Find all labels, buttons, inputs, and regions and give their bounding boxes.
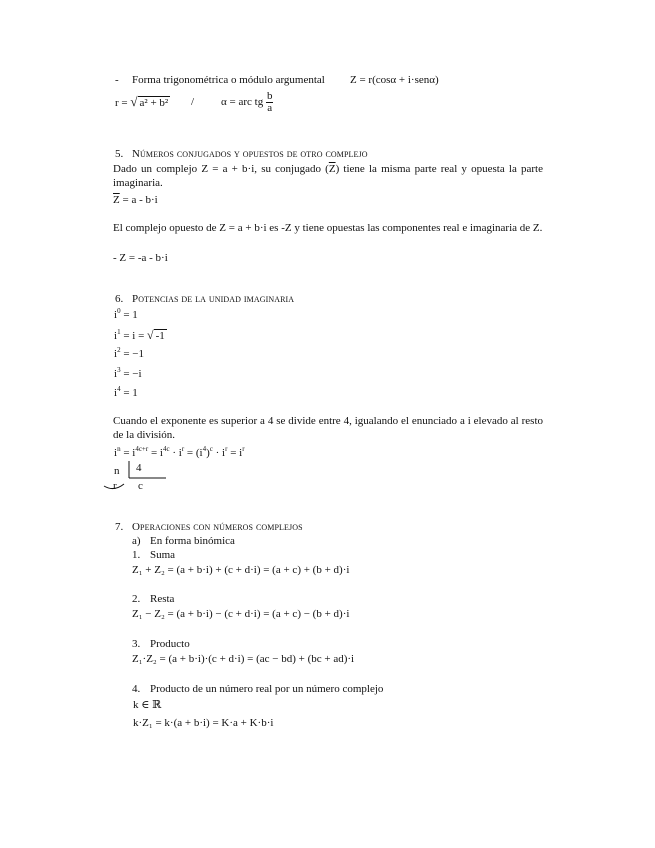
argument-formula [221, 91, 273, 114]
trig-form-formula: Z = r(cosα + i·senα) [350, 74, 439, 86]
section-5-number: 5. [115, 148, 124, 160]
power-4: $i^4 = 1$ [114, 385, 138, 399]
argument-label: α = arc tg [221, 96, 264, 109]
subsection-a-title: En forma binómica [150, 535, 235, 547]
section-5-paragraph-2: El complejo opuesto de Z = a + b·i es -Z y tiene opuestas las componentes real e imaginaria de Z. [113, 222, 543, 234]
op-3-name: Producto [150, 638, 190, 650]
argument-fraction [266, 91, 274, 114]
op-2-number: 2. [132, 593, 141, 605]
op-4-number: 4. [132, 683, 141, 695]
division-dividend: n [114, 465, 120, 477]
section-7-number: 7. [115, 521, 124, 533]
op-3-number: 3. [132, 638, 141, 650]
modulus-radicand: a² + b² [139, 97, 169, 109]
section-6-number: 6. [115, 293, 124, 305]
section-5-title: Números conjugados y opuestos de otro complejo [132, 148, 368, 160]
trig-form-text: Forma trigonométrica o módulo argumental [132, 74, 325, 86]
op-1-name: Suma [150, 549, 176, 561]
power-3: $i^3 = -i$ [114, 366, 142, 380]
op-1-formula: Z₁ + Z₂ = (a + b·i) + (c + d·i) = (a + c) + (b + d)·i [132, 564, 350, 576]
modulus-label: r = [115, 97, 128, 109]
power-1: $i^1 = i$ = √ -1 [114, 328, 165, 342]
op-3-formula: Z₁·Z₂ = (a + b·i)·(c + d·i) = (ac − bd) + (bc + ad)·i [132, 653, 355, 665]
op-4-formula: k·Z₁ = k·(a + b·i) = K·a + K·b·i [133, 717, 274, 729]
section-7-title: Operaciones con números complejos [132, 521, 303, 533]
op-2-formula: Z₁ − Z₂ = (a + b·i) − (c + d·i) = (a + c) − (b + d)·i [132, 608, 350, 620]
section-5-paragraph-1: Dado un complejo Z = a + b·i, su conjugado $(\overline{Z})$ tiene la misma parte real y opuesta la parte imaginaria. [113, 163, 543, 189]
section-6-title: Potencias de la unidad imaginaria [132, 293, 295, 305]
power-2: $i^2 = -1$ [114, 346, 144, 360]
op-1-number: 1. [132, 549, 141, 561]
sqrt-symbol: √ [130, 94, 138, 109]
op-4-name: Producto de un número real por un número complejo [150, 683, 384, 695]
division-remainder: r [113, 480, 117, 492]
section-6-paragraph: Cuando el exponente es superior a 4 se divide entre 4, igualando el enunciado a i elevado al resto de la división. [113, 415, 543, 441]
division-divisor: 4 [136, 462, 142, 474]
division-quotient: c [138, 480, 143, 492]
argument-numerator: b [266, 90, 273, 102]
separator-slash: / [191, 96, 195, 108]
op-4-set: k ∈ ℝ [133, 699, 162, 711]
subsection-a-label: a) [132, 535, 141, 547]
modulus-formula [115, 95, 170, 110]
division-bracket-lines [100, 458, 170, 494]
exponent-reduction-formula: $i^n = i^{4c+r} = i^{4c} \cdot i^r = (i^4)^c \cdot i^r = i^r$ [114, 445, 245, 459]
op-2-name: Resta [150, 593, 175, 605]
conjugate-formula: $\overline{Z} = a - b\cdot i$ [113, 194, 158, 206]
opposite-formula: - Z = -a - b·i [113, 252, 168, 264]
argument-denominator: a [267, 102, 273, 114]
bullet-dash: - [115, 74, 119, 86]
power-0: $i^0 = 1$ [114, 307, 138, 321]
